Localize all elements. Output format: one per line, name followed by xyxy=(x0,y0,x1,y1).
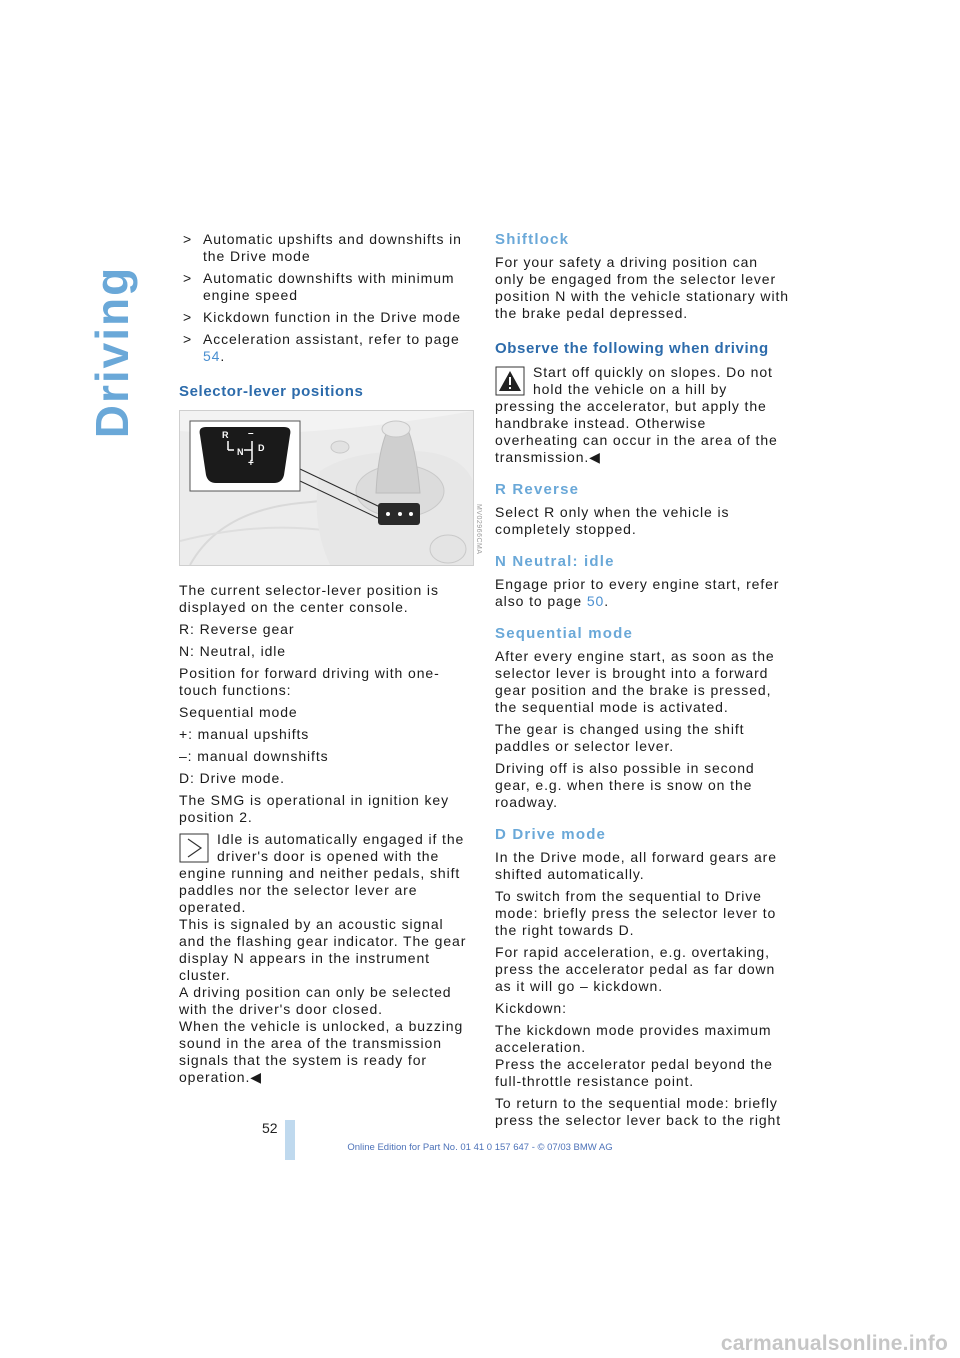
paragraph: After every engine start, as soon as the selector lever is brought into a forward gear position and the brake is pressed, the sequential mode is activated. xyxy=(495,648,775,715)
paragraph: The kickdown mode provides maximum acceleration. Press the accelerator pedal beyond the full-throttle resistance point. xyxy=(495,1022,773,1089)
list-item-text: Automatic upshifts and downshifts in the Drive mode xyxy=(203,231,462,264)
paragraph: For your safety a driving position can only be engaged from the selector lever position N with the vehicle stationary with the brake pedal depressed. xyxy=(495,254,789,321)
paragraph: Kickdown: xyxy=(495,1000,567,1016)
sequential-heading: Sequential mode xyxy=(495,625,634,642)
observe-heading: Observe the following when driving xyxy=(495,340,769,357)
paragraph: Driving off is also possible in second gear, e.g. when there is snow on the roadway. xyxy=(495,760,755,810)
warning-text: Start off quickly on slopes. Do not hold the vehicle on a hill by pressing the accelerator, but apply the handbrake instead. Otherwise overheating can occur in the area of the transmission. xyxy=(495,364,778,465)
note-text: A driving position can only be selected with the driver's door closed. xyxy=(179,984,452,1017)
warning-note xyxy=(495,364,789,466)
paragraph: R: Reverse gear xyxy=(179,621,295,637)
note-text: This is signaled by an acoustic signal and the flashing gear indicator. The gear display N appears in the instrument cluster. xyxy=(179,916,467,983)
lever-label-d: D xyxy=(258,443,266,453)
note-icon xyxy=(179,833,209,863)
list-item xyxy=(179,270,473,304)
bullet-marker: > xyxy=(183,270,193,286)
warning-icon xyxy=(495,366,525,396)
paragraph: To switch from the sequential to Drive mode: briefly press the selector lever to the right towards D. xyxy=(495,888,777,938)
section-side-title: Driving xyxy=(86,265,138,439)
lever-label-minus: – xyxy=(248,428,255,439)
paragraph: Sequential mode xyxy=(179,704,298,720)
paragraph: Select R only when the vehicle is completely stopped. xyxy=(495,504,730,537)
paragraph: Position for forward driving with one-touch functions: xyxy=(179,665,440,698)
selector-lever-heading: Selector-lever positions xyxy=(179,383,364,400)
info-note xyxy=(179,831,473,1086)
list-item xyxy=(179,231,473,265)
paragraph: The SMG is operational in ignition key position 2. xyxy=(179,792,449,825)
drive-heading: D Drive mode xyxy=(495,826,607,843)
bullet-marker: > xyxy=(183,331,193,347)
paragraph: For rapid acceleration, e.g. overtaking, press the accelerator pedal as far down as it will go – kickdown. xyxy=(495,944,776,994)
list-item xyxy=(179,309,473,326)
paragraph: N: Neutral, idle xyxy=(179,643,286,659)
online-edition-footer: Online Edition for Part No. 01 41 0 157 647 - © 07/03 BMW AG xyxy=(347,1142,613,1153)
lever-label-plus: + xyxy=(248,458,255,469)
site-watermark: carmanualsonline.info xyxy=(720,1332,948,1355)
list-item-text: Acceleration assistant, refer to page xyxy=(203,331,460,347)
page-number: 52 xyxy=(262,1120,278,1136)
reverse-heading: R Reverse xyxy=(495,481,580,498)
paragraph: –: manual downshifts xyxy=(179,748,329,764)
lever-label-n: N xyxy=(237,447,245,457)
paragraph: To return to the sequential mode: briefly press the selector lever back to the right xyxy=(495,1095,782,1128)
note-text: Idle is automatically engaged if the driver's door is opened with the engine running and neither pedals, shift paddles nor the selector lever are operated. xyxy=(179,831,465,915)
shiftlock-heading: Shiftlock xyxy=(495,231,570,248)
list-item-text: Automatic downshifts with minimum engine speed xyxy=(203,270,455,303)
bullet-marker: > xyxy=(183,309,193,325)
list-item-text: Kickdown function in the Drive mode xyxy=(203,309,461,325)
list-item: > Acceleration assistant, refer to page 54. xyxy=(183,331,460,364)
paragraph: +: manual upshifts xyxy=(179,726,310,742)
note-text: When the vehicle is unlocked, a buzzing sound in the area of the transmission signals that the system is ready for operation. xyxy=(179,1018,464,1085)
page-link-50[interactable]: 50 xyxy=(586,593,605,609)
bullet-marker: > xyxy=(183,231,193,247)
paragraph: The gear is changed using the shift paddles or selector lever. xyxy=(495,721,745,754)
end-mark-icon: ◀ xyxy=(250,1069,262,1085)
paragraph: The current selector-lever position is displayed on the center console. xyxy=(179,582,439,615)
paragraph: Engage prior to every engine start, refer also to page 50. xyxy=(495,576,780,609)
paragraph: In the Drive mode, all forward gears are shifted automatically. xyxy=(495,849,777,882)
page-marker-bar xyxy=(285,1120,295,1160)
paragraph: D: Drive mode. xyxy=(179,770,285,786)
lever-label-r: R xyxy=(222,430,230,440)
figure-code: MV02966CMA xyxy=(475,504,482,555)
neutral-heading: N Neutral: idle xyxy=(495,553,615,570)
page-link-54[interactable]: 54 xyxy=(203,348,221,364)
end-mark-icon: ◀ xyxy=(589,449,601,465)
feature-list xyxy=(179,231,473,365)
selector-lever-figure xyxy=(179,410,474,566)
right-column xyxy=(495,231,789,1134)
left-column xyxy=(179,231,473,1091)
